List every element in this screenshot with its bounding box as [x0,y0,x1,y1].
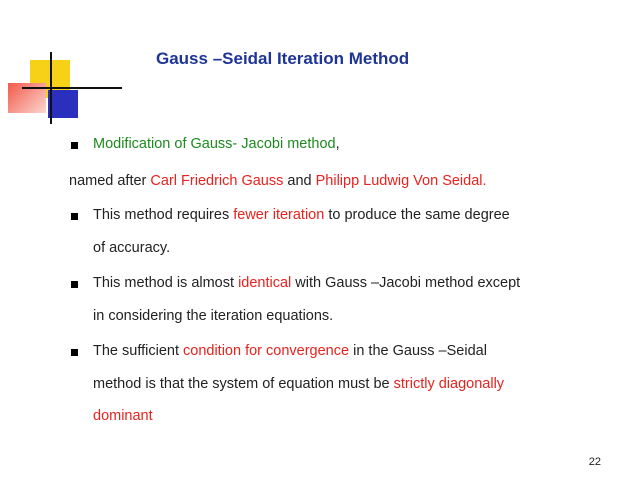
decor-horizontal-line [22,87,122,89]
bullet-marker [71,349,78,356]
bullet-marker [71,213,78,220]
bullet-1-text [93,136,340,152]
bullet-4-continuation [93,376,504,392]
highlight-red: dominant [93,408,153,424]
text-segment: and [283,173,316,189]
bullet-marker [71,281,78,288]
text-segment: in the Gauss –Seidal [349,343,487,359]
highlight-red: Philipp Ludwig Von Seidal. [315,173,487,189]
highlight-red: Carl Friedrich Gauss [150,173,284,189]
text-segment: with Gauss –Jacobi method except [291,275,521,291]
text-segment: of accuracy. [93,240,171,256]
bullet-4-continuation [93,408,153,424]
text-segment: , [335,136,340,152]
bullet-2-text [93,207,510,223]
slide-title: Gauss –Seidal Iteration Method [156,49,410,68]
named-after-line [69,173,487,189]
highlight-red: identical [238,275,292,291]
text-segment: The sufficient [93,343,184,359]
text-segment: in considering the iteration equations. [93,308,334,324]
highlight-red: fewer iteration [233,207,325,223]
highlight-green: Modification of Gauss- Jacobi method [93,136,336,152]
bullet-marker [71,142,78,149]
bullet-3-continuation [93,308,333,324]
page-number: 22 [588,456,601,468]
decor-blue-square [48,90,78,118]
bullet-4-text [93,343,487,359]
text-segment: This method is almost [93,275,239,291]
highlight-red: strictly diagonally [393,376,505,392]
bullet-3-text [93,275,520,291]
text-segment: This method requires [93,207,234,223]
text-segment: named after [69,173,151,189]
text-segment: to produce the same degree [324,207,510,223]
text-segment: method is that the system of equation must be [93,376,394,392]
bullet-2-continuation [93,240,170,256]
highlight-red: condition for convergence [183,343,350,359]
